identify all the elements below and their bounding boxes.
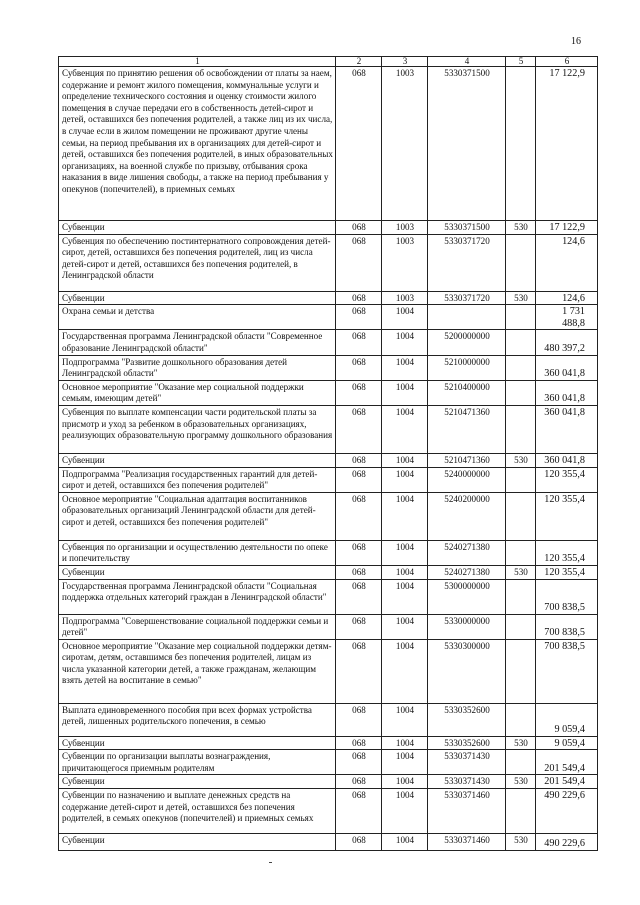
page-number: 16 (571, 36, 581, 47)
row-section-code: 1004 (382, 775, 428, 789)
row-description: Подпрограмма "Развитие дошкольного образования детей Ленинградской области" (59, 355, 336, 380)
row-ministry-code: 068 (336, 703, 382, 736)
row-amount: 120 355,4 (536, 565, 598, 579)
row-amount: 201 549,4 (536, 750, 598, 775)
row-amount: 360 041,8 (536, 380, 598, 405)
row-expense-type (506, 750, 536, 775)
row-description: Государственная программа Ленинградской области "Социальная поддержка отдельных категорий граждан в Ленинградской области" (59, 579, 336, 614)
row-expense-type (506, 330, 536, 355)
row-section-code: 1004 (382, 355, 428, 380)
row-target-code: 5330371430 (428, 750, 506, 775)
row-expense-type (506, 355, 536, 380)
row-target-code: 5300000000 (428, 579, 506, 614)
row-description: Субвенции по назначению и выплате денежных средств на содержание детей-сирот и детей, оставшихся без попечения родителей, в семьях опекунов (попечителей) и приемных семьях (59, 789, 336, 834)
row-description: Подпрограмма "Реализация государственных гарантий для детей-сирот и детей, оставшихся без попечения родителей" (59, 467, 336, 492)
row-section-code: 1003 (382, 221, 428, 235)
row-ministry-code: 068 (336, 355, 382, 380)
header-col-5: 5 (506, 57, 536, 67)
table-row (59, 330, 598, 355)
table-row (59, 221, 598, 235)
table-row (59, 291, 598, 305)
row-expense-type (506, 467, 536, 492)
row-description: Субвенция по организации и осуществлению деятельности по опеке и попечительству (59, 540, 336, 565)
row-ministry-code: 068 (336, 67, 382, 221)
row-description: Субвенции (59, 565, 336, 579)
table-row (59, 834, 598, 851)
table-row (59, 453, 598, 467)
row-section-code: 1004 (382, 789, 428, 834)
row-amount: 490 229,6 (536, 789, 598, 834)
table-row (59, 380, 598, 405)
row-description: Субвенции (59, 453, 336, 467)
row-expense-type (506, 579, 536, 614)
row-section-code: 1004 (382, 380, 428, 405)
table-row (59, 750, 598, 775)
row-target-code: 5330000000 (428, 614, 506, 639)
row-expense-type (506, 540, 536, 565)
row-expense-type (506, 380, 536, 405)
row-ministry-code: 068 (336, 380, 382, 405)
row-amount: 120 355,4 (536, 467, 598, 492)
row-amount: 360 041,8 (536, 405, 598, 453)
row-section-code: 1004 (382, 453, 428, 467)
row-expense-type: 530 (506, 221, 536, 235)
row-ministry-code: 068 (336, 579, 382, 614)
row-description: Основное мероприятие "Оказание мер социальной поддержки семьям, имеющим детей" (59, 380, 336, 405)
row-amount: 124,6 (536, 234, 598, 291)
row-section-code: 1004 (382, 834, 428, 851)
row-ministry-code: 068 (336, 330, 382, 355)
row-amount: 17 122,9 (536, 221, 598, 235)
row-expense-type (506, 789, 536, 834)
row-description: Субвенции (59, 775, 336, 789)
header-col-2: 2 (336, 57, 382, 67)
row-ministry-code: 068 (336, 234, 382, 291)
row-target-code: 5330371720 (428, 291, 506, 305)
row-amount: 700 838,5 (536, 614, 598, 639)
table-row (59, 579, 598, 614)
row-target-code: 5210400000 (428, 380, 506, 405)
row-target-code: 5210471360 (428, 405, 506, 453)
table-row (59, 405, 598, 453)
row-description: Субвенция по обеспечению постинтернатного сопровождения детей-сирот, детей, оставшихся без попечения родителей, лиц из числа детей-сирот и детей, оставшихся без попечения родителей, в Ленинградской области (59, 234, 336, 291)
row-target-code: 5330371500 (428, 67, 506, 221)
row-section-code: 1003 (382, 234, 428, 291)
row-amount: 120 355,4 (536, 540, 598, 565)
row-description: Субвенции (59, 736, 336, 750)
budget-table (58, 56, 598, 851)
row-section-code: 1004 (382, 492, 428, 540)
row-section-code: 1004 (382, 614, 428, 639)
row-expense-type: 530 (506, 291, 536, 305)
row-expense-type (506, 614, 536, 639)
row-amount: 360 041,8 (536, 453, 598, 467)
row-target-code: 5240271380 (428, 540, 506, 565)
table-row (59, 565, 598, 579)
row-section-code: 1004 (382, 330, 428, 355)
table-row (59, 540, 598, 565)
row-target-code: 5240271380 (428, 565, 506, 579)
row-amount: 700 838,5 (536, 579, 598, 614)
row-description: Подпрограмма "Совершенствование социальной поддержки семьи и детей" (59, 614, 336, 639)
row-description: Субвенция по выплате компенсации части родительской платы за присмотр и уход за ребенком в образовательных организациях, реализующих образовательную программу дошкольного образования (59, 405, 336, 453)
row-section-code: 1004 (382, 750, 428, 775)
row-target-code: 5330300000 (428, 639, 506, 703)
row-expense-type (506, 67, 536, 221)
row-target-code: 5210471360 (428, 453, 506, 467)
row-section-code: 1004 (382, 405, 428, 453)
row-description: Государственная программа Ленинградской области "Современное образование Ленинградской области" (59, 330, 336, 355)
row-target-code: 5240200000 (428, 492, 506, 540)
table-row (59, 775, 598, 789)
row-expense-type: 530 (506, 453, 536, 467)
row-target-code (428, 305, 506, 330)
row-expense-type: 530 (506, 736, 536, 750)
row-section-code: 1003 (382, 67, 428, 221)
row-section-code: 1004 (382, 467, 428, 492)
row-ministry-code: 068 (336, 614, 382, 639)
row-expense-type (506, 639, 536, 703)
table-row (59, 789, 598, 834)
row-expense-type (506, 305, 536, 330)
row-expense-type (506, 234, 536, 291)
table-row (59, 614, 598, 639)
row-target-code: 5330371720 (428, 234, 506, 291)
table-row (59, 703, 598, 736)
row-amount: 120 355,4 (536, 492, 598, 540)
row-section-code: 1004 (382, 579, 428, 614)
row-expense-type: 530 (506, 565, 536, 579)
row-ministry-code: 068 (336, 750, 382, 775)
row-target-code: 5330352600 (428, 736, 506, 750)
row-section-code: 1004 (382, 736, 428, 750)
row-amount: 480 397,2 (536, 330, 598, 355)
row-expense-type (506, 492, 536, 540)
row-description: Субвенции (59, 291, 336, 305)
row-expense-type (506, 405, 536, 453)
row-ministry-code: 068 (336, 736, 382, 750)
row-amount: 1 731 488,8 (536, 305, 598, 330)
row-description: Субвенции (59, 834, 336, 851)
table-row (59, 234, 598, 291)
row-ministry-code: 068 (336, 305, 382, 330)
row-description: Субвенции (59, 221, 336, 235)
row-section-code: 1004 (382, 540, 428, 565)
row-amount: 201 549,4 (536, 775, 598, 789)
row-ministry-code: 068 (336, 453, 382, 467)
header-col-1: 1 (59, 57, 336, 67)
row-ministry-code: 068 (336, 834, 382, 851)
row-amount: 9 059,4 (536, 736, 598, 750)
row-target-code: 5330371460 (428, 789, 506, 834)
row-ministry-code: 068 (336, 405, 382, 453)
row-target-code: 5330371500 (428, 221, 506, 235)
row-description: Выплата единовременного пособия при всех формах устройства детей, лишенных родительского попечения, в семью (59, 703, 336, 736)
row-amount: 124,6 (536, 291, 598, 305)
row-target-code: 5330371430 (428, 775, 506, 789)
header-col-4: 4 (428, 57, 506, 67)
row-ministry-code: 068 (336, 467, 382, 492)
row-description: Основное мероприятие "Оказание мер социальной поддержки детям-сиротам, детям, оставшимся без попечения родителей, лицам из числа указанной категории детей, а также гражданам, желающим взять детей на воспитание в семью" (59, 639, 336, 703)
row-section-code: 1004 (382, 703, 428, 736)
row-amount: 9 059,4 (536, 703, 598, 736)
row-amount: 17 122,9 (536, 67, 598, 221)
row-target-code: 5240000000 (428, 467, 506, 492)
row-section-code: 1004 (382, 305, 428, 330)
row-target-code: 5200000000 (428, 330, 506, 355)
row-section-code: 1004 (382, 565, 428, 579)
row-expense-type: 530 (506, 834, 536, 851)
scan-mark (269, 862, 272, 863)
row-ministry-code: 068 (336, 565, 382, 579)
row-amount: 490 229,6 (536, 834, 598, 851)
row-expense-type: 530 (506, 775, 536, 789)
table-row (59, 736, 598, 750)
row-amount: 360 041,8 (536, 355, 598, 380)
row-target-code: 5330371460 (428, 834, 506, 851)
row-ministry-code: 068 (336, 291, 382, 305)
table-row (59, 355, 598, 380)
header-col-6: 6 (536, 57, 598, 67)
row-ministry-code: 068 (336, 775, 382, 789)
table-row (59, 67, 598, 221)
row-description: Охрана семьи и детства (59, 305, 336, 330)
header-col-3: 3 (382, 57, 428, 67)
header-row (59, 57, 598, 67)
row-section-code: 1004 (382, 639, 428, 703)
row-section-code: 1003 (382, 291, 428, 305)
table-row (59, 639, 598, 703)
table-row (59, 492, 598, 540)
row-description: Субвенции по организации выплаты вознаграждения, причитающегося приемным родителям (59, 750, 336, 775)
table-row (59, 467, 598, 492)
table-row (59, 305, 598, 330)
row-description: Субвенция по принятию решения об освобождении от платы за наем, содержание и ремонт жилого помещения, коммунальные услуги и определение технического состояния и оценку стоимости жилого помещения в случае передачи его в собственность детей-сирот и детей, оставшихся без попечения родителей, а также лиц из их числа, в случае если в жилом помещении не проживают другие члены семьи, на период пребывания их в организациях для детей-сирот и детей, оставшихся без попечения родителей, в иных образовательных организациях, на военной службе по призыву, отбывания срока наказания в виде лишения свободы, а также на период пребывания у опекунов (попечителей), в приемных семьях (59, 67, 336, 221)
row-ministry-code: 068 (336, 789, 382, 834)
row-ministry-code: 068 (336, 639, 382, 703)
row-amount: 700 838,5 (536, 639, 598, 703)
row-expense-type (506, 703, 536, 736)
row-ministry-code: 068 (336, 221, 382, 235)
row-description: Основное мероприятие "Социальная адаптация воспитанников образовательных организаций Ленинградской области для детей-сирот и детей, оставшихся без попечения родителей" (59, 492, 336, 540)
row-ministry-code: 068 (336, 492, 382, 540)
row-target-code: 5210000000 (428, 355, 506, 380)
row-ministry-code: 068 (336, 540, 382, 565)
row-target-code: 5330352600 (428, 703, 506, 736)
